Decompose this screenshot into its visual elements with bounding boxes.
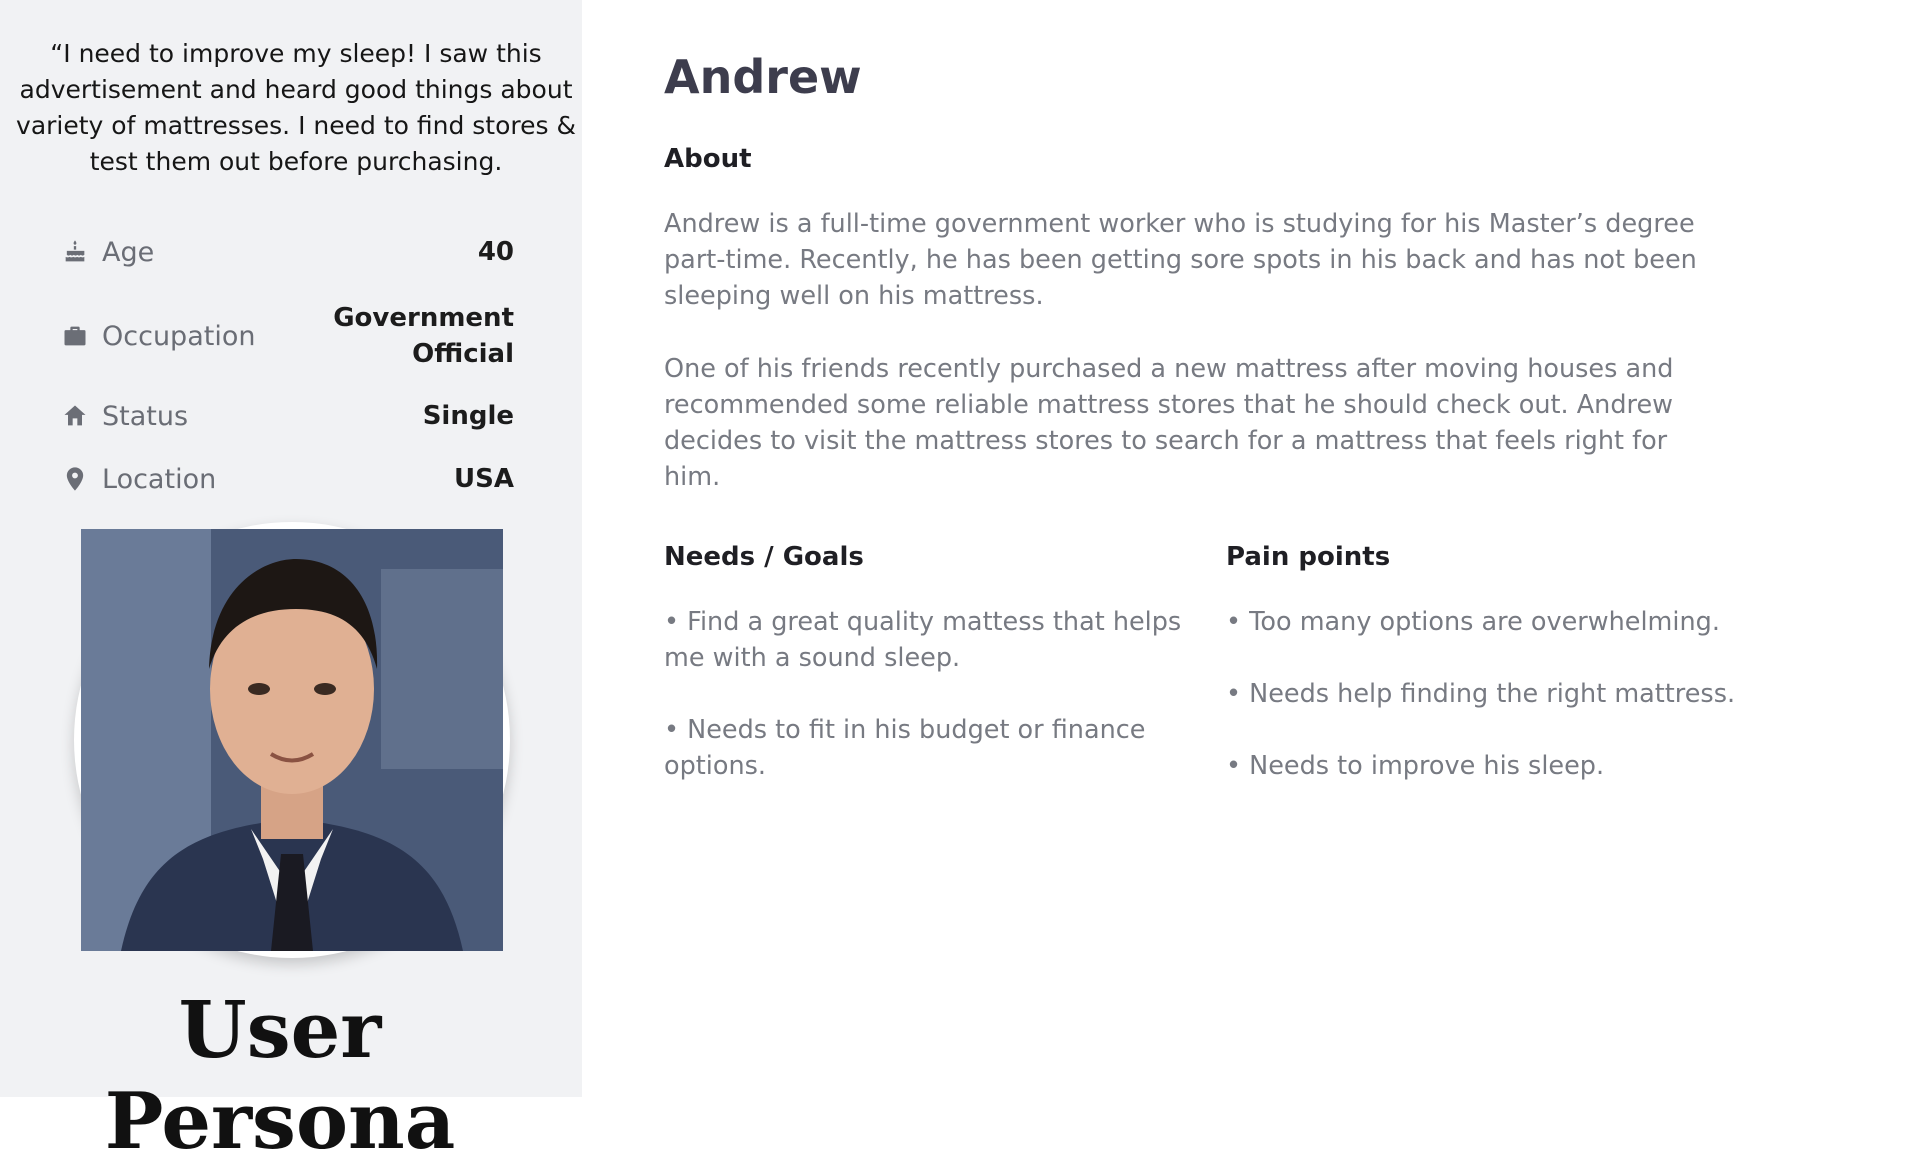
occupation-value: [333, 300, 514, 372]
info-row-occupation: [60, 298, 514, 374]
persona-name: Andrew: [664, 50, 862, 104]
age-label: Age: [102, 236, 155, 268]
about-heading: About: [664, 144, 752, 174]
needs-goals-list: [664, 604, 1184, 820]
profile-sidebar: [0, 0, 582, 1167]
list-item: • Too many options are overwhelming.: [1226, 607, 1720, 637]
list-item: • Find a great quality mattess that helps me with a sound sleep.: [664, 607, 1182, 673]
age-value: 40: [477, 237, 514, 267]
status-value: Single: [422, 401, 514, 431]
cake-icon: [60, 237, 90, 267]
location-label: Location: [102, 463, 217, 495]
occupation-label: Occupation: [102, 320, 256, 352]
avatar: [74, 522, 510, 958]
about-paragraph-1: Andrew is a full-time government worker who is studying for his Master’s degree part-time. Recently, he has been getting sore spots in his back and has not been sleeping well on his mattress.: [664, 209, 1697, 311]
location-pin-icon: [60, 464, 90, 494]
pain-points-heading: Pain points: [1226, 542, 1391, 572]
avatar-photo: [81, 529, 503, 951]
list-item: • Needs help finding the right mattress.: [1226, 679, 1736, 709]
status-label: Status: [102, 400, 189, 432]
list-item: • Needs to fit in his budget or finance options.: [664, 715, 1146, 781]
location-value: USA: [454, 464, 514, 494]
persona-quote: “I need to improve my sleep! I saw this advertisement and heard good things about variety of mattresses. I need to find stores & test them out before purchasing.: [16, 39, 576, 176]
needs-goals-heading: Needs / Goals: [664, 542, 864, 572]
info-row-status: [60, 396, 514, 436]
about-paragraph-2: One of his friends recently purchased a new mattress after moving houses and recommended some reliable mattress stores that he should check out. Andrew decides to visit the mattress stores to search for a mattress that feels right for him.: [664, 354, 1674, 492]
pain-points-list: [1226, 604, 1826, 820]
occupation-value-line1: Government: [333, 303, 514, 333]
info-row-location: [60, 459, 514, 499]
home-icon: [60, 401, 90, 431]
briefcase-icon: [60, 321, 90, 351]
list-item: • Needs to improve his sleep.: [1226, 751, 1605, 781]
info-row-age: [60, 232, 514, 272]
occupation-value-line2: Official: [412, 339, 514, 369]
persona-title: User Persona: [104, 985, 456, 1167]
